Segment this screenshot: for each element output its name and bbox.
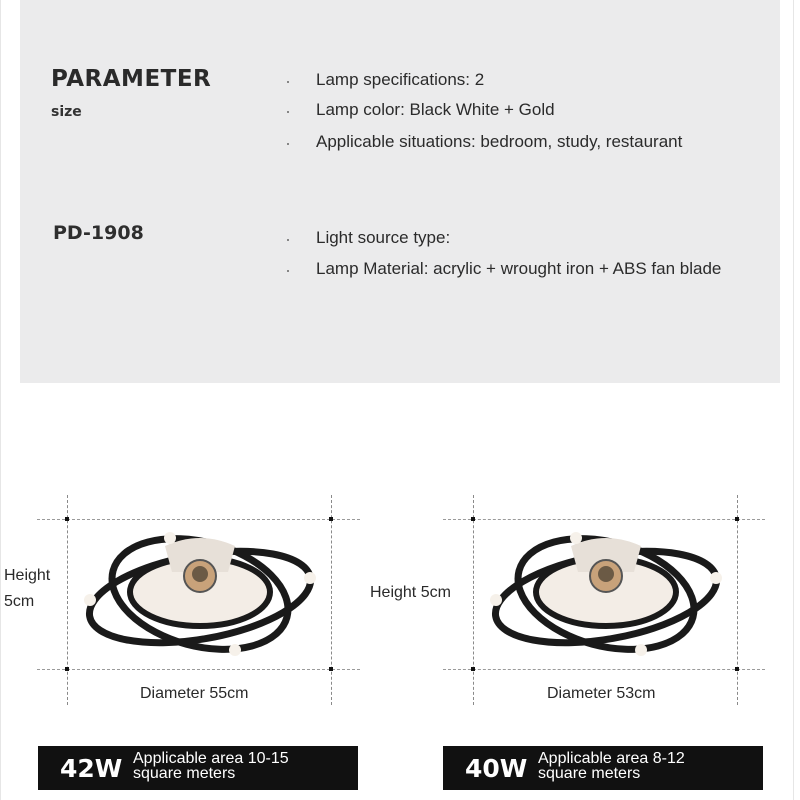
top-guide-line [443, 519, 765, 520]
area-line1: Applicable area 10-15 [133, 750, 289, 767]
wattage-label: 40W [465, 754, 528, 783]
area-line1: Applicable area 8-12 [538, 750, 685, 767]
diameter-label: Diameter 55cm [140, 685, 249, 702]
bullet-dot-icon [287, 239, 289, 241]
area-line2: square meters [133, 765, 236, 782]
spec-item-text: Lamp specifications: 2 [316, 70, 485, 89]
corner-marker [65, 517, 69, 521]
bullet-dot-icon [287, 143, 289, 145]
corner-marker [329, 667, 333, 671]
area-line2: square meters [538, 765, 641, 782]
height-label-line1: Height [4, 567, 51, 584]
corner-marker [471, 667, 475, 671]
ceiling-fan-lamp-image [70, 522, 330, 667]
wattage-label: 42W [60, 754, 123, 783]
spec-item-text: Applicable situations: bedroom, study, restaurant [316, 132, 683, 151]
diameter-label: Diameter 53cm [547, 685, 656, 702]
corner-marker [471, 517, 475, 521]
spec-item-text: Lamp color: Black White + Gold [316, 100, 555, 119]
height-label: Height 5cm [370, 584, 451, 601]
corner-marker [735, 667, 739, 671]
parameter-panel [20, 0, 780, 383]
bullet-dot-icon [287, 270, 289, 272]
corner-marker [329, 517, 333, 521]
bottom-guide-line [37, 669, 360, 670]
size-subheading: size [51, 104, 82, 120]
left-guide-line [473, 495, 474, 705]
power-banner [443, 746, 763, 790]
parameter-heading: PARAMETER [51, 66, 212, 92]
applicable-area-text [133, 751, 333, 781]
model-number: PD-1908 [53, 222, 144, 244]
right-guide-line [737, 495, 738, 705]
right-guide-line [331, 495, 332, 705]
right-edge-line [793, 0, 794, 800]
corner-marker [735, 517, 739, 521]
bullet-dot-icon [287, 81, 289, 83]
left-edge-line [0, 0, 1, 800]
bottom-guide-line [443, 669, 765, 670]
applicable-area-text [538, 751, 738, 781]
spec-item-text: Lamp Material: acrylic + wrought iron + ABS fan blade [316, 259, 722, 278]
left-guide-line [67, 495, 68, 705]
height-label-line2: 5cm [4, 593, 35, 610]
spec-item-text: Light source type: [316, 228, 451, 247]
top-guide-line [37, 519, 360, 520]
power-banner [38, 746, 358, 790]
corner-marker [65, 667, 69, 671]
bullet-dot-icon [287, 111, 289, 113]
ceiling-fan-lamp-image [476, 522, 736, 667]
